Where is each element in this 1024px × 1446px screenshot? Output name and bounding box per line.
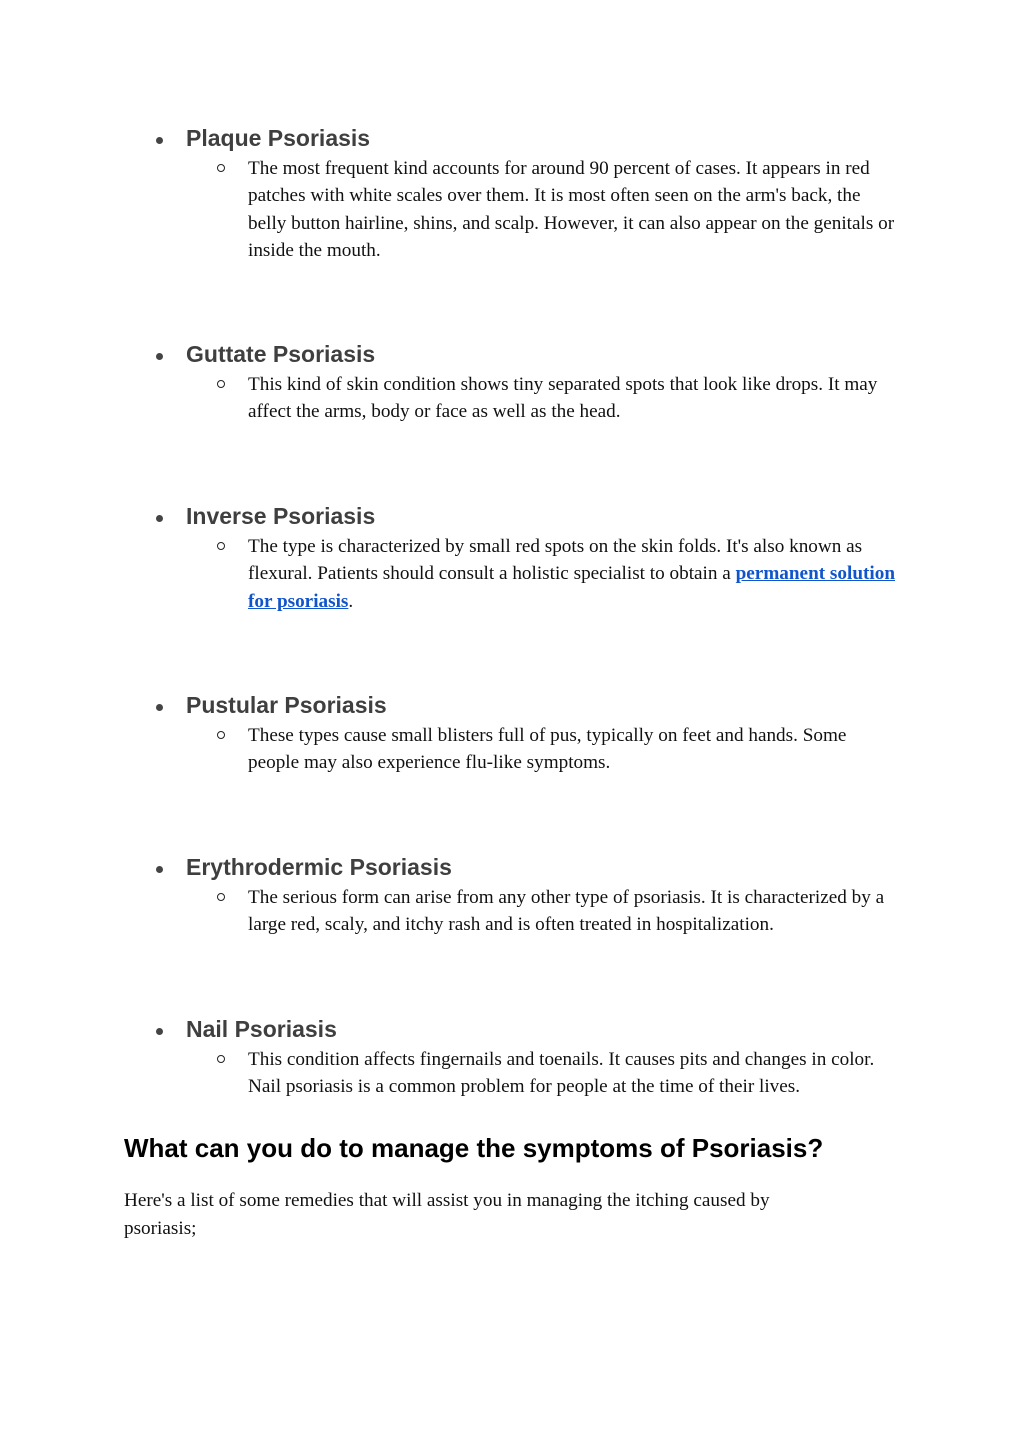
type-description: The most frequent kind accounts for around 90 percent of cases. It appears in red patches with white scales over them. It is most often seen on the arm's back, the belly button hairline, shins, and scalp. However, it can also appear on the genitals or inside the mouth. xyxy=(248,158,895,261)
bullet-icon xyxy=(156,1028,163,1035)
bullet-icon xyxy=(156,704,163,711)
description-text: The type is characterized by small red spots on the skin folds. It's also known as flexural. Patients should consult a holistic specialist to obtain a xyxy=(248,536,863,585)
bullet-icon xyxy=(156,515,163,522)
type-description: The serious form can arise from any other type of psoriasis. It is characterized by a large red, scaly, and itchy rash and is often treated in hospitalization. xyxy=(248,887,885,936)
bullet-icon xyxy=(156,137,163,144)
type-description: This condition affects fingernails and toenails. It causes pits and changes in color. Nail psoriasis is a common problem for people at the time of their lives. xyxy=(248,1049,875,1098)
type-title: Erythrodermic Psoriasis xyxy=(186,854,452,880)
sub-bullet-icon xyxy=(217,164,225,172)
permanent-solution-link[interactable]: permanent solution for psoriasis xyxy=(248,563,895,612)
type-description: These types cause small blisters full of pus, typically on feet and hands. Some people may also experience flu-like symptoms. xyxy=(248,725,847,774)
sub-bullet-icon xyxy=(217,542,225,550)
intro-paragraph: Here's a list of some remedies that will assist you in managing the itching caused by psoriasis; xyxy=(124,1190,770,1239)
section-heading: What can you do to manage the symptoms of Psoriasis? xyxy=(124,1133,824,1163)
sub-bullet-icon xyxy=(217,1055,225,1063)
type-title: Nail Psoriasis xyxy=(186,1016,337,1042)
type-title: Pustular Psoriasis xyxy=(186,692,387,718)
type-title: Guttate Psoriasis xyxy=(186,341,376,367)
sub-bullet-icon xyxy=(217,893,225,901)
type-description: This kind of skin condition shows tiny separated spots that look like drops. It may affect the arms, body or face as well as the head. xyxy=(248,374,878,423)
type-title: Plaque Psoriasis xyxy=(186,125,371,151)
type-description xyxy=(248,533,898,615)
sub-bullet-icon xyxy=(217,731,225,739)
type-title: Inverse Psoriasis xyxy=(186,503,376,529)
bullet-icon xyxy=(156,866,163,873)
description-text-end: . xyxy=(348,590,354,612)
sub-bullet-icon xyxy=(217,380,225,388)
bullet-icon xyxy=(156,353,163,360)
